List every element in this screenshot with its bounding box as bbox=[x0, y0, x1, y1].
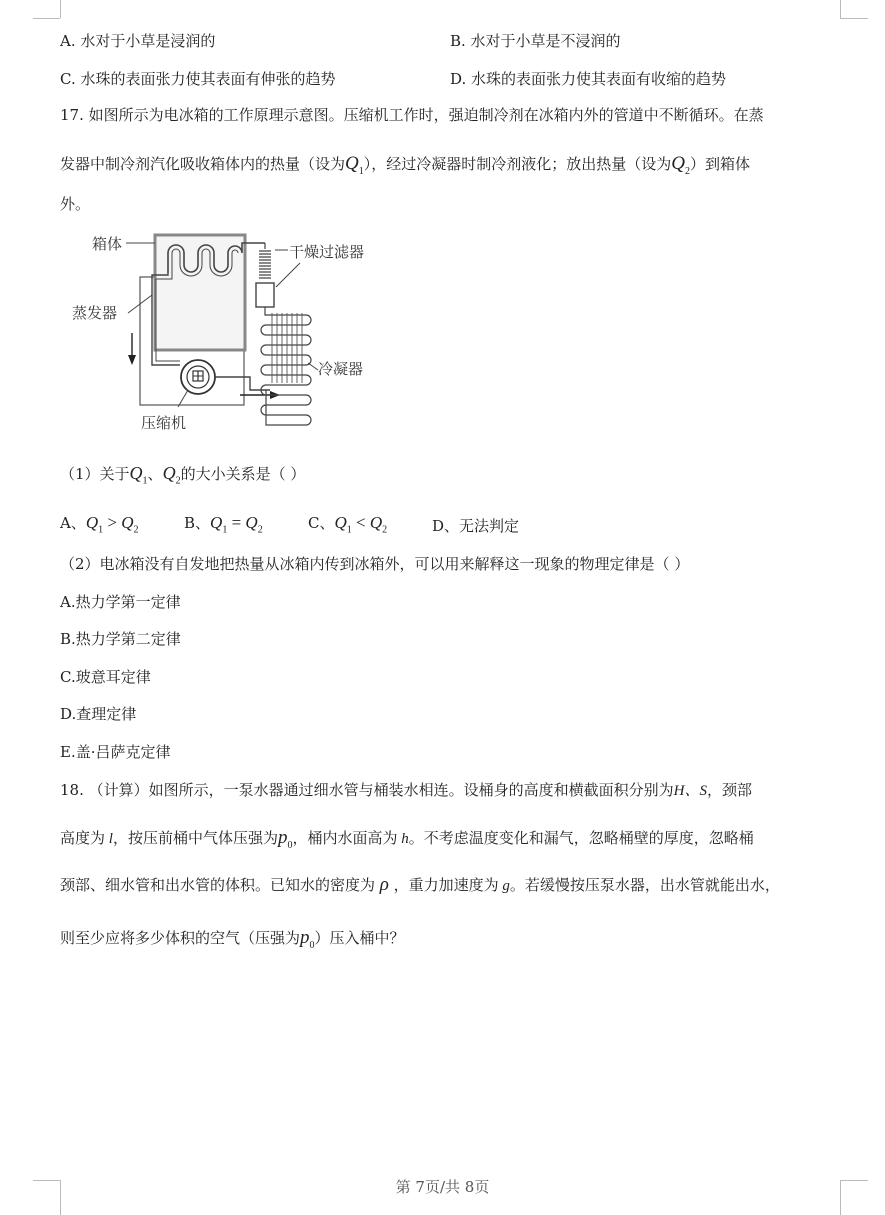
filter-box bbox=[256, 283, 274, 307]
label-compressor: 压缩机 bbox=[141, 414, 187, 432]
q18-line1: 18. （计算）如图所示，一泵水器通过细水管与桶装水相连。设桶身的高度和横截面积分别为H、S，颈部 bbox=[60, 781, 752, 799]
condenser-coil bbox=[261, 307, 311, 425]
q16-option-c: C. 水珠的表面张力使其表面有伸张的趋势 bbox=[60, 70, 336, 88]
q17-part1-question: （1）关于$Q_1$、$Q_2$的大小关系是（ ） bbox=[60, 463, 306, 487]
q17-part2-question: （2）电冰箱没有自发地把热量从冰箱内传到冰箱外，可以用来解释这一现象的物理定律是（ ） bbox=[60, 555, 690, 573]
q17-stem-line2-c: ）到箱体 bbox=[690, 155, 751, 173]
label-condenser: 冷凝器 bbox=[318, 360, 364, 378]
q18-line2: 高度为 l，按压前桶中气体压强为$p_0$，桶内水面高为 h。不考虑温度变化和漏气，忽略桶壁的厚度，忽略桶 bbox=[60, 827, 754, 851]
leader-filter-2 bbox=[276, 263, 300, 287]
label-dry-filter: 干燥过滤器 bbox=[289, 243, 365, 261]
crop-mark-top-right bbox=[840, 18, 868, 19]
q16-option-b: B. 水对于小草是不浸润的 bbox=[450, 32, 621, 50]
law-option-c: C.玻意耳定律 bbox=[60, 668, 151, 686]
label-evaporator: 蒸发器 bbox=[72, 304, 118, 322]
crop-mark-top-left-v bbox=[60, 0, 61, 18]
q16-option-d: D. 水珠的表面张力使其表面有收缩的趋势 bbox=[450, 70, 727, 88]
flow-arrow-down-head bbox=[128, 355, 136, 365]
q17-part1-option-d: D、无法判定 bbox=[432, 517, 520, 535]
law-option-a: A.热力学第一定律 bbox=[60, 593, 181, 611]
q17-part1-option-a: A、$Q_1 > Q_2$ bbox=[60, 513, 139, 536]
q17-stem-line1: 17. 如图所示为电冰箱的工作原理示意图。压缩机工作时，强迫制冷剂在冰箱内外的管道中不断循环。在蒸 bbox=[60, 106, 764, 124]
condenser-fins bbox=[272, 313, 302, 383]
q17-part1-option-c: C、$Q_1 < Q_2$ bbox=[308, 513, 388, 536]
law-option-b: B.热力学第二定律 bbox=[60, 630, 181, 648]
crop-mark-top-left bbox=[33, 18, 60, 19]
q2-symbol: $Q_2$ bbox=[671, 153, 690, 177]
q17-stem-line2-a: 发器中制冷剂汽化吸收箱体内的热量（设为 bbox=[60, 155, 346, 173]
law-option-d: D.查理定律 bbox=[60, 705, 137, 723]
q17-stem-line2 bbox=[60, 153, 750, 177]
q16-option-a: A. 水对于小草是浸润的 bbox=[60, 32, 216, 50]
leader-cond bbox=[308, 363, 318, 370]
q17-stem-line3: 外。 bbox=[60, 195, 91, 213]
crop-mark-top-right-v bbox=[840, 0, 841, 18]
q18-line4: 则至少应将多少体积的空气（压强为$p_0$）压入桶中？ bbox=[60, 927, 405, 951]
q17-stem-line2-b: ），经过冷凝器时制冷剂液化；放出热量（设为 bbox=[363, 155, 672, 173]
page-footer: 第 7页/共 8页 bbox=[395, 1178, 490, 1196]
q17-part1-option-b: B、$Q_1 = Q_2$ bbox=[184, 513, 263, 536]
filter-spring bbox=[259, 243, 271, 278]
q1-symbol: $Q_1$ bbox=[345, 153, 364, 177]
q18-line3: 颈部、细水管和出水管的体积。已知水的密度为 ρ ，重力加速度为 g。若缓慢按压泵水器，出水管就能出水， bbox=[60, 874, 780, 895]
law-option-e: E.盖·吕萨克定律 bbox=[60, 743, 171, 761]
label-cabinet: 箱体 bbox=[92, 235, 123, 253]
